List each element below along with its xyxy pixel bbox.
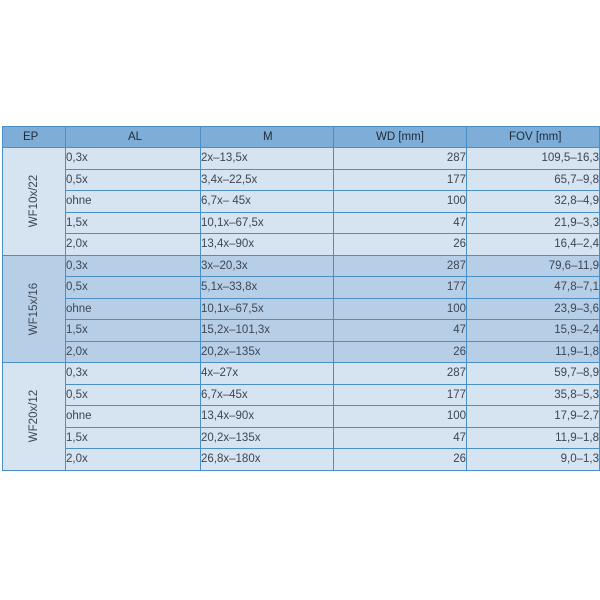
cell-wd: 287	[334, 363, 467, 385]
cell-al: 1,5x	[66, 320, 201, 342]
cell-wd: 100	[334, 191, 467, 213]
cell-m: 3x–20,3x	[201, 255, 334, 277]
cell-al: 2,0x	[66, 341, 201, 363]
cell-fov: 21,9–3,3	[467, 212, 600, 234]
table-row	[3, 449, 600, 471]
cell-wd: 47	[334, 320, 467, 342]
magnification-spec-table	[2, 126, 600, 471]
table-row	[3, 169, 600, 191]
eyepiece-group-cell	[3, 148, 66, 256]
cell-m: 15,2x–101,3x	[201, 320, 334, 342]
cell-al: 0,3x	[66, 255, 201, 277]
cell-fov: 65,7–9,8	[467, 169, 600, 191]
header-ep: EP	[3, 127, 66, 148]
cell-wd: 287	[334, 255, 467, 277]
table-row	[3, 363, 600, 385]
header-fov: FOV [mm]	[467, 127, 600, 148]
cell-wd: 287	[334, 148, 467, 170]
eyepiece-label: WF10x/22	[27, 175, 40, 228]
table-row	[3, 212, 600, 234]
cell-m: 6,7x–45x	[201, 384, 334, 406]
cell-fov: 15,9–2,4	[467, 320, 600, 342]
cell-fov: 32,8–4,9	[467, 191, 600, 213]
cell-fov: 11,9–1,8	[467, 341, 600, 363]
eyepiece-group-cell	[3, 363, 66, 471]
cell-wd: 177	[334, 169, 467, 191]
cell-al: ohne	[66, 298, 201, 320]
table-body	[3, 148, 600, 471]
cell-al: 0,5x	[66, 277, 201, 299]
cell-wd: 47	[334, 427, 467, 449]
cell-m: 10,1x–67,5x	[201, 212, 334, 234]
cell-wd: 47	[334, 212, 467, 234]
cell-fov: 47,8–7,1	[467, 277, 600, 299]
table-row	[3, 320, 600, 342]
cell-fov: 79,6–11,9	[467, 255, 600, 277]
cell-al: 0,5x	[66, 169, 201, 191]
cell-m: 4x–27x	[201, 363, 334, 385]
cell-wd: 100	[334, 298, 467, 320]
table-row	[3, 255, 600, 277]
table-row	[3, 341, 600, 363]
cell-al: 2,0x	[66, 449, 201, 471]
cell-m: 20,2x–135x	[201, 427, 334, 449]
cell-fov: 9,0–1,3	[467, 449, 600, 471]
cell-al: 0,3x	[66, 363, 201, 385]
cell-m: 20,2x–135x	[201, 341, 334, 363]
cell-fov: 17,9–2,7	[467, 406, 600, 428]
cell-fov: 109,5–16,3	[467, 148, 600, 170]
header-wd: WD [mm]	[334, 127, 467, 148]
table-row	[3, 427, 600, 449]
cell-m: 6,7x– 45x	[201, 191, 334, 213]
cell-fov: 16,4–2,4	[467, 234, 600, 256]
cell-al: 0,3x	[66, 148, 201, 170]
cell-al: 1,5x	[66, 212, 201, 234]
cell-fov: 23,9–3,6	[467, 298, 600, 320]
table-row	[3, 191, 600, 213]
table-row	[3, 384, 600, 406]
eyepiece-label: WF20x/12	[27, 390, 40, 443]
eyepiece-label: WF15x/16	[27, 282, 40, 335]
cell-m: 2x–13,5x	[201, 148, 334, 170]
cell-wd: 26	[334, 341, 467, 363]
cell-al: 2,0x	[66, 234, 201, 256]
table-row	[3, 234, 600, 256]
cell-al: ohne	[66, 406, 201, 428]
cell-wd: 26	[334, 234, 467, 256]
cell-wd: 26	[334, 449, 467, 471]
table-row	[3, 298, 600, 320]
cell-fov: 11,9–1,8	[467, 427, 600, 449]
table-row	[3, 148, 600, 170]
eyepiece-group-cell	[3, 255, 66, 363]
cell-al: 1,5x	[66, 427, 201, 449]
table-row	[3, 277, 600, 299]
cell-m: 13,4x–90x	[201, 406, 334, 428]
cell-al: ohne	[66, 191, 201, 213]
cell-wd: 100	[334, 406, 467, 428]
cell-m: 10,1x–67,5x	[201, 298, 334, 320]
cell-fov: 59,7–8,9	[467, 363, 600, 385]
header-m: M	[201, 127, 334, 148]
table-header-row	[3, 127, 600, 148]
cell-m: 26,8x–180x	[201, 449, 334, 471]
cell-wd: 177	[334, 384, 467, 406]
cell-m: 5,1x–33,8x	[201, 277, 334, 299]
cell-wd: 177	[334, 277, 467, 299]
cell-fov: 35,8–5,3	[467, 384, 600, 406]
table-row	[3, 406, 600, 428]
cell-m: 13,4x–90x	[201, 234, 334, 256]
cell-m: 3,4x–22,5x	[201, 169, 334, 191]
cell-al: 0,5x	[66, 384, 201, 406]
header-al: AL	[66, 127, 201, 148]
